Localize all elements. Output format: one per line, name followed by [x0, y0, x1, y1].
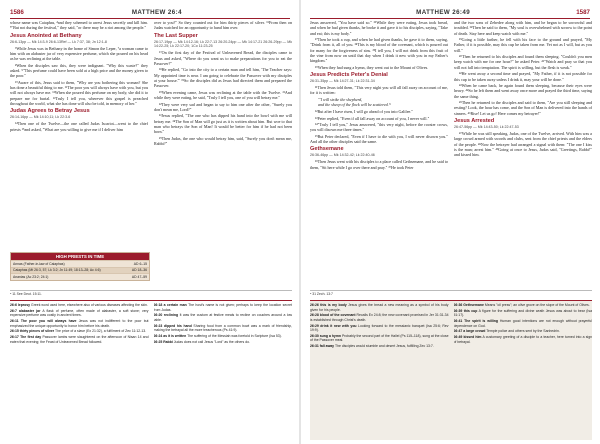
note-ref: 26:23 dipped his hand: [153, 323, 192, 328]
parallel-refs: 26:36-46pp — Mk 14:32-42; Lk 22:40-46: [310, 153, 375, 158]
note-ref: 26:17 The first day: [10, 335, 42, 340]
table-cell: Ananias (Ac 23:2; 24:1): [13, 274, 49, 279]
study-note: [10, 309, 149, 318]
right-col-2: [454, 20, 592, 288]
note-text: It was the custom at festive meals to recline on couches around a low table.: [153, 313, 292, 322]
study-note: [310, 324, 449, 333]
poetry-line: "'I will strike the shepherd,: [318, 96, 363, 102]
note-ref: 26:15 thirty pieces of silver: [10, 329, 55, 334]
study-note: [154, 313, 293, 322]
study-note: [454, 303, 593, 308]
left-col-1: [10, 20, 148, 288]
verse-paragraph: ¹⁸He replied, "Go into the city to a certain man and tell him, 'The Teacher says: My appointed time is near. I am going to celebrate the Passover with my disciples at your house.'" ¹⁹So the disciples did as Jesus had directed them and prepared the Passover.: [154, 67, 292, 89]
study-note: [10, 335, 149, 344]
note-ref: 26:36 Gethsemane: [453, 303, 484, 307]
note-ref: 26:26 this is my body: [310, 303, 347, 307]
note-ref: 26:29 drink it new with you: [310, 323, 357, 328]
study-notes-col-1: [310, 303, 449, 440]
note-text: The price of a slave (Ex 21:32), a fulfilment of Zec 11:12-13.: [55, 329, 147, 334]
verse-paragraph: ⁴⁰Then he returned to his disciples and found them sleeping. "Couldn't you men keep watch with me for one hour?" he asked Peter. ⁴¹"Watch and pray so that you will not fall into temptation. The spirit is willing, but the flesh is weak.": [454, 54, 592, 70]
verse-paragraph: ³⁵But Peter declared, "Even if I have to die with you, I will never disown you." And all the other disciples said the same.: [310, 133, 448, 145]
study-notes-col-2: [154, 303, 293, 440]
note-text: A flask of perfume, often made of alabaster, a soft stone; very expensive perfume was costly in ancient times.: [10, 308, 149, 318]
note-ref: 26:28 blood of the covenant: [310, 313, 356, 318]
study-note: [10, 329, 149, 334]
verse-paragraph: ⁴²He went away a second time and prayed, "My Father, if it is not possible for this cup to be taken away unless I drink it, may your will be done.": [454, 71, 592, 82]
study-note: [454, 319, 593, 328]
verse-paragraph: ⁸When the disciples saw this, they were indignant. "Why this waste?" they asked. ⁹"This perfume could have been sold at a high price and the money given to the poor.": [10, 62, 148, 79]
right-col-1: [310, 20, 448, 288]
section-heading: The Last Supper: [154, 32, 198, 39]
section-heading: Judas Agrees to Betray Jesus: [10, 108, 90, 115]
note-ref: 26:30 sung a hymn: [310, 333, 341, 338]
study-note: [154, 340, 293, 345]
note-text: Jesus gives the bread a new meaning as a symbol of his body given for his people.: [310, 303, 449, 312]
note-ref: 26:24 as it is written: [153, 333, 187, 338]
note-ref: 26:18 a certain man: [153, 303, 187, 307]
high-priests-title: HIGH PRIESTS IN TIME: [11, 253, 149, 260]
section-heading: Jesus Anointed at Bethany: [10, 32, 82, 39]
table-row: [11, 260, 149, 267]
table-cell: AD 6–15: [133, 261, 147, 266]
verse-paragraph: ³²But after I have risen, I will go ahead of you into Galilee.": [315, 109, 414, 115]
parallel-refs: 26:14-16pp — Mk 14:10,11; Lk 22:3-6: [10, 115, 71, 120]
page-number: 1586: [10, 8, 24, 16]
header-rule: [10, 18, 290, 19]
verse-paragraph: ⁴³When he came back, he again found them sleeping, because their eyes were heavy. ⁴⁴So he left them and went away once more and prayed the third time, saying the same thing.: [454, 83, 592, 99]
verse-paragraph: and the two sons of Zebedee along with him, and he began to be sorrowful and troubled. ³⁸Then he said to them, "My soul is overwhelmed with sorrow to the point of death. Stay here and keep watch with me.": [454, 20, 592, 36]
table-cell: AD 18–36: [131, 268, 147, 273]
table-row: [11, 273, 149, 280]
verse-paragraph: ³³Peter replied, "Even if all fall away on account of you, I never will.": [315, 115, 430, 121]
note-ref: 26:49 kissed him: [453, 335, 482, 340]
verse-paragraph: ²³Jesus replied, "The one who has dipped his hand into the bowl with me will betray me. ²⁴The Son of Man will go just as it is written about him. But woe to that man who betrays the Son of Man! It would be better for him if he had not been born.": [154, 113, 292, 135]
verse-paragraph: ³⁴"Truly I tell you," Jesus answered, "this very night, before the rooster crows, you will disown me three times.": [310, 121, 448, 133]
study-notes: [310, 300, 592, 440]
running-head: MATTHEW 26:4: [131, 8, 182, 16]
parallel-refs: 26:17-19pp — Mk 14:12-16; Lk 22:7-13 26:20-24pp — Mk 14:17-21 26:26-29pp — Mk 14:22-25; Lk 22:17-20; 1Co 11:23-25: [154, 39, 292, 49]
note-text: Sharing food from a common bowl was a mark of friendship, making the betrayal all the more treacherous (Ps 41:9).: [153, 323, 292, 333]
section-heading: Jesus Predicts Peter's Denial: [310, 72, 388, 79]
note-text: Human good intentions are not enough without prayerful dependence on God.: [453, 319, 592, 328]
study-note: [454, 329, 593, 334]
study-note: [310, 313, 449, 322]
left-text-columns: [10, 20, 292, 288]
study-note: [154, 303, 293, 312]
note-ref: 26:7 alabaster jar: [10, 308, 41, 313]
table-cell: Annas (Father-in-law of Caiaphas): [13, 261, 65, 266]
verse-paragraph: ²⁰When evening came, Jesus was reclining at the table with the Twelve. ²¹And while they were eating, he said, "Truly I tell you, one of you will betray me.": [154, 89, 292, 101]
note-text: Jesus was not indifferent to the poor but emphasized the unique opportunity to honor him before his death.: [10, 319, 149, 328]
verse-paragraph: Jesus answered, "You have said so." ²⁶While they were eating, Jesus took bread, and when he had given thanks, he broke it and gave it to his disciples, saying, "Take and eat; this is my body.": [310, 20, 448, 36]
study-notes-col-2: [454, 303, 593, 440]
note-text: Judas does not call Jesus "Lord" as the others do.: [173, 339, 250, 344]
right-text-columns: [310, 20, 592, 288]
note-text: The host's name is not given; perhaps to keep the location secret from Judas.: [153, 303, 292, 312]
study-note: [310, 344, 449, 349]
verse-paragraph: ¹⁰Aware of this, Jesus said to them, "Why are you bothering this woman? She has done a beautiful thing to me. ¹¹The poor you will always have with you, but you will not always have me. ¹²When she poured this perfume on my body, she did it to prepare me for burial. ¹³Truly I tell you, wherever this gospel is preached throughout the world, what she has done will also be told, in memory of her.": [10, 79, 148, 107]
note-ref: 26:20 reclining: [153, 313, 179, 318]
note-text: Looking forward to the messianic banquet (Isa 25:6; Rev 19:9).: [310, 323, 449, 333]
note-text: Probably the second part of the Hallel (Ps 115–118), sung at the close of the Passover meal.: [310, 333, 449, 343]
study-note: [310, 334, 449, 343]
left-page-header: [10, 6, 290, 18]
table-cell: AD 47–59: [131, 274, 147, 279]
note-text: Means "oil press"; an olive grove on the slope of the Mount of Olives.: [484, 303, 590, 307]
verse-paragraph: ⁴⁷While he was still speaking, Judas, one of the Twelve, arrived. With him was a large crowd armed with swords and clubs, sent from the chief priests and the elders of the people. ⁴⁸Now the betrayer had arranged a signal with them: "The one I kiss is the man; arrest him." ⁴⁹Going at once to Jesus, Judas said, "Greetings, Rabbi!" and kissed him.: [454, 131, 592, 158]
verse-paragraph: ⁶While Jesus was in Bethany in the home of Simon the Leper, ⁷a woman came to him with an alabaster jar of very expensive perfume, which she poured on his head as he was reclining at the table.: [10, 45, 148, 62]
verse-paragraph: ²⁷Then he took a cup, and when he had given thanks, he gave it to them, saying, "Drink from it, all of you. ²⁸This is my blood of the covenant, which is poured out for many for the forgiveness of sins. ²⁹I tell you, I will not drink from this fruit of the vine from now on until that day when I drink it new with you in my Father's kingdom.": [310, 37, 448, 64]
note-text: The suffering of the Messiah was foretold in Scripture (Isa 53).: [187, 333, 282, 338]
note-ref: 26:47 a large crowd: [453, 329, 486, 334]
parallel-refs: 26:47-56pp — Mk 14:43-50; Lk 22:47-53: [454, 124, 519, 129]
parallel-refs: 26:31-35pp — Mk 14:27-31; Lk 22:31-34: [310, 79, 375, 84]
high-priests-table: [10, 252, 150, 281]
study-note: [154, 334, 293, 339]
study-note: [10, 303, 149, 308]
table-row: [11, 267, 149, 274]
study-note: [310, 303, 449, 312]
note-text: Temple police and others sent by the Sanhedrin.: [486, 329, 560, 334]
note-text: Recalls Ex 24:8; the new covenant promised in Jer 31:31-34 is established through Christ's death.: [310, 313, 449, 322]
note-text: Passover lambs were slaughtered on the afternoon of Nisan 14 and eaten that evening; the Feast of Unleavened Bread followed.: [10, 335, 149, 344]
study-note: [10, 319, 149, 328]
section-heading: Gethsemane: [310, 146, 344, 153]
verse-paragraph: ²⁵Then Judas, the one who would betray him, said, "Surely you don't mean me, Rabbi?": [154, 135, 292, 146]
note-ref: 26:31 fall away: [310, 344, 335, 349]
verse-paragraph: ¹⁷On the first day of the Festival of Unleavened Bread, the disciples came to Jesus and asked, "Where do you want us to make preparations for you to eat the Passover?": [154, 50, 292, 66]
verse-paragraph: ³⁹Going a little farther, he fell with his face to the ground and prayed, "My Father, if it is possible, may this cup be taken from me. Yet not as I will, but as you will.": [454, 37, 592, 53]
right-page: [300, 0, 600, 444]
parallel-refs: 26:6-13pp — Mk 14:3-9 26:6-13Ref — Lk 7:37, 38; Jn 12:1-8: [10, 39, 107, 44]
verse-paragraph: ²²They were very sad and began to say to him one after the other, "Surely you don't mean me, Lord?": [154, 101, 292, 112]
study-note: [454, 309, 593, 318]
study-notes: [10, 300, 292, 440]
section-heading: Jesus Arrested: [454, 117, 495, 124]
study-note: [154, 324, 293, 333]
header-rule: [310, 18, 590, 19]
note-text: A customary greeting of a disciple to a teacher, here turned into a sign of betrayal.: [453, 335, 592, 344]
note-text: The disciples would stumble and desert Jesus, fulfilling Zec 13:7.: [334, 344, 434, 349]
verse-paragraph: over to you?" So they counted out for him thirty pieces of silver. ¹⁶From then on Judas watched for an opportunity to hand him over.: [154, 20, 292, 31]
note-ref: 26:41 The spirit is willing: [453, 319, 498, 324]
note-text: Greek word used here, elsewhere also of various diseases affecting the skin.: [31, 303, 148, 307]
poetry-line: and the sheep of the flock will be scattered.'ᵃ: [318, 102, 392, 108]
verse-paragraph: ³⁶Then Jesus went with his disciples to a place called Gethsemane, and he said to them, "Sit here while I go over there and pray." ³⁷He took Peter: [310, 159, 448, 170]
verse-paragraph: whose name was Caiaphas, ⁴and they schemed to arrest Jesus secretly and kill him. ⁵"But not during the festival," they said, "or there may be a riot among the people.": [10, 20, 148, 31]
page-number: 1587: [576, 8, 590, 16]
table-cell: Caiaphas (Mt 26:3, 57; Lk 3:2; Jn 11:49; 18:13–28; Ac 4:6): [13, 268, 101, 273]
verse-paragraph: ¹⁴Then one of the Twelve—the one called Judas Iscariot—went to the chief priests ¹⁵and asked, "What are you willing to give me if I deliver him: [10, 121, 148, 132]
study-note: [454, 335, 593, 344]
note-ref: 26:39 this cup: [453, 308, 478, 313]
study-notes-col-1: [10, 303, 149, 440]
note-ref: 26:25 Rabbi: [153, 339, 173, 344]
right-page-header: [310, 6, 590, 18]
verse-paragraph: ³¹Then Jesus told them, "This very night you will all fall away on account of me, for it is written:: [310, 85, 448, 96]
footnote: ᵃ 31 Zech. 13:7: [310, 290, 592, 296]
note-ref: 26:11 The poor you will always have: [10, 319, 77, 324]
verse-paragraph: ⁴⁵Then he returned to the disciples and said to them, "Are you still sleeping and resting? Look, the hour has come, and the Son of Man is delivered into the hands of sinners. ⁴⁶Rise! Let us go! Here comes my betrayer!": [454, 100, 592, 116]
note-ref: 26:6 leprosy: [10, 303, 31, 307]
footnote: ᵃ 11 See Deut. 15:11.: [10, 290, 292, 296]
note-text: A figure for the suffering and divine wrath Jesus was about to bear (Isa 51:17).: [453, 308, 592, 318]
left-col-2: [154, 20, 292, 288]
poetry-quote: [310, 97, 448, 108]
running-head: MATTHEW 26:49: [416, 8, 471, 16]
verse-paragraph: ³⁰When they had sung a hymn, they went out to the Mount of Olives.: [315, 64, 429, 70]
